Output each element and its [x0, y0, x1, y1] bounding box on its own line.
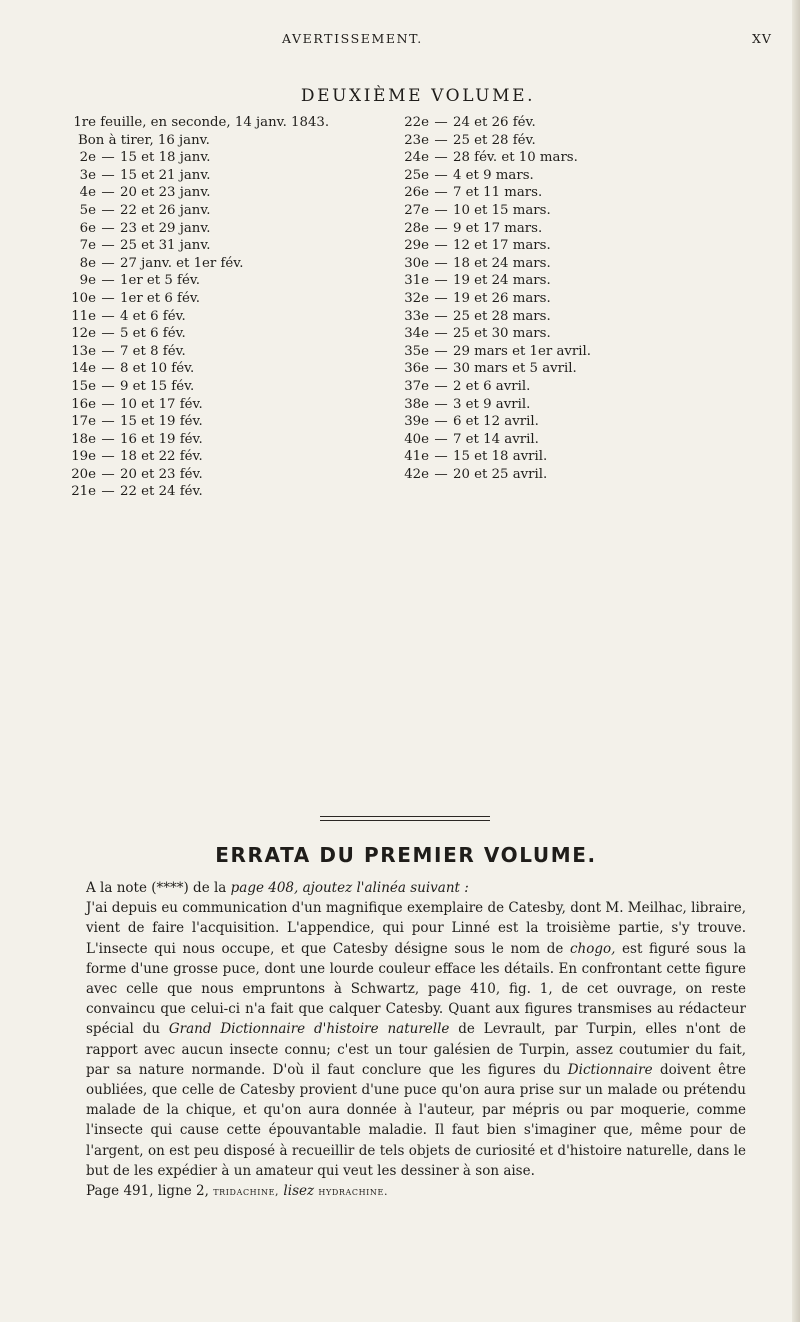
sheet-dash: — — [434, 431, 448, 447]
sheet-dates: 7 et 8 fév. — [120, 343, 186, 359]
sheet-dash: — — [101, 431, 115, 447]
sheet-dates: 23 et 29 janv. — [120, 220, 211, 236]
sheet-number: 5e — [79, 202, 96, 218]
sheet-dash: — — [434, 361, 448, 377]
work-title: Grand Dictionnaire d'histoire naturelle — [168, 1021, 450, 1038]
paragraph-part-1: J'ai depuis eu communication d'un magnifique exemplaire de Catesby, dont M. Meilhac, libraire, vient de faire l'acquisition. L'appendice, qui pour Linné est la troisième partie, s'y trouve. L'insecte qui nous occupe, et que Catesby désigne sous le nom de — [86, 900, 746, 957]
sheet-entry — [58, 483, 340, 501]
sheet-dash: — — [101, 343, 115, 359]
sheet-dates: 9 et 15 fév. — [120, 378, 195, 394]
page-number: XV — [752, 31, 772, 46]
sheet-dash: — — [101, 466, 115, 482]
sheet-dash: — — [101, 150, 115, 166]
sheet-number: 3e — [79, 167, 96, 183]
sheet-dates: 1er et 5 fév. — [120, 273, 200, 289]
term-chogo: chogo, — [569, 940, 616, 957]
sheet-entry — [58, 325, 340, 343]
sheet-entry — [389, 466, 679, 484]
sheet-dash: — — [434, 326, 448, 342]
sheet-entry — [389, 114, 679, 132]
sheet-dates: 28 fév. et 10 mars. — [453, 150, 578, 166]
sheet-dates: 3 et 9 avril. — [453, 396, 531, 412]
sheet-entry — [389, 360, 679, 378]
sheet-number: 7e — [79, 238, 96, 254]
sheet-number: 19e — [71, 449, 96, 465]
sheet-number: 24e — [404, 150, 429, 166]
sheet-number: 20e — [71, 466, 96, 482]
sheet-dates: 15 et 21 janv. — [120, 167, 211, 183]
intro-prefix: A la note (****) de la — [86, 880, 231, 896]
sheet-dates: 25 et 31 janv. — [120, 238, 211, 254]
sheet-dash: — — [101, 290, 115, 306]
sheet-dash: — — [434, 167, 448, 183]
sheet-dates: 19 et 26 mars. — [453, 290, 551, 306]
sheet-dash: — — [101, 273, 115, 289]
sheet-entry — [389, 413, 679, 431]
sheet-entry — [58, 448, 340, 466]
sheet-entry — [58, 184, 340, 202]
correction-right: hydrachine. — [318, 1185, 389, 1199]
sheet-dates: 7 et 14 avril. — [453, 431, 539, 447]
double-rule-divider — [320, 816, 490, 821]
sheet-number: 30e — [404, 255, 429, 271]
sheet-dash: — — [434, 449, 448, 465]
sheet-dates: 4 et 6 fév. — [120, 308, 186, 324]
sheet-entry — [389, 132, 679, 150]
sheet-number: 15e — [71, 378, 96, 394]
sheet-number: 14e — [71, 361, 96, 377]
sheet-dash: — — [434, 273, 448, 289]
sheet-number: 29e — [404, 238, 429, 254]
sheet-dates: 2 et 6 avril. — [453, 378, 531, 394]
sheet-number: 35e — [404, 343, 429, 359]
sheet-dates: 16 et 19 fév. — [120, 431, 203, 447]
sheet-number: 27e — [404, 202, 429, 218]
sheet-entry — [58, 272, 340, 290]
sheet-number: 26e — [404, 185, 429, 201]
sheet-entry — [58, 466, 340, 484]
sheet-entry — [389, 308, 679, 326]
sheet-number: 40e — [404, 431, 429, 447]
sheet-entry — [58, 220, 340, 238]
sheet-dates: 29 mars et 1er avril. — [453, 343, 591, 359]
sheet-number: 21e — [71, 484, 96, 500]
sheet-dates: 7 et 11 mars. — [453, 185, 543, 201]
sheet-entry — [58, 149, 340, 167]
sheet-dates: 18 et 24 mars. — [453, 255, 551, 271]
sheet-entry — [389, 149, 679, 167]
sheet-dates: 22 et 24 fév. — [120, 484, 203, 500]
page-binding-edge — [792, 0, 800, 1322]
errata-intro — [86, 878, 746, 898]
sheet-dash: — — [101, 308, 115, 324]
sheet-number: 31e — [404, 273, 429, 289]
sheet-number: 10e — [71, 290, 96, 306]
sheet-entry — [389, 378, 679, 396]
sheet-dash: — — [434, 202, 448, 218]
paragraph-part-4: doivent être oubliées, que celle de Catesby provient d'une puce qu'on aura prise sur un malade ou prétendu malade de la chique, et qu'on aura donnée à l'auteur, par mépris ou par moquerie, comme l'insecte qui cause cette épouvantable maladie. Il faut bien s'imaginer que, même pour de l'argent, on est peu disposé à recueillir de tels objets de curiosité et d'histoire naturelle, dans le but de les expédier à un amateur qui veut les dessiner à son aise. — [86, 1061, 747, 1179]
sheet-number: 16e — [71, 396, 96, 412]
sheet-dash: — — [434, 414, 448, 430]
sheet-dash: — — [434, 466, 448, 482]
errata-body — [86, 878, 746, 1202]
sheet-dates: 10 et 15 mars. — [453, 202, 551, 218]
sheet-dash: — — [434, 115, 448, 130]
sheet-number: 22e — [404, 115, 429, 130]
sheet-dates: 18 et 22 fév. — [120, 449, 203, 465]
sheet-number: 42e — [404, 466, 429, 482]
sheet-entry — [58, 290, 340, 308]
paragraph-part-2: est figuré sous la forme d'une grosse puce, dont une lourde couleur efface les détails. En confrontant cette figure avec celle que nous empruntons à Schwartz, page 410, fig. 1, de cet ouvrage, on reste convaincu que celui-ci n'a fait que calquer Catesby. Quant aux figures transmises au rédacteur spécial du — [86, 940, 747, 1038]
sheet-entry — [58, 132, 340, 150]
intro-page: page 408, — [230, 880, 299, 896]
section-title: DEUXIÈME VOLUME. — [300, 86, 536, 106]
sheet-dates: 25 et 28 fév. — [453, 132, 536, 148]
errata-correction — [86, 1181, 746, 1202]
sheet-number: 32e — [404, 290, 429, 306]
sheet-number: 33e — [404, 308, 429, 324]
sheet-dates: 15 et 19 fév. — [120, 414, 203, 430]
sheet-number: 39e — [404, 414, 429, 430]
sheet-dates: 15 et 18 avril. — [453, 449, 548, 465]
sheet-entry — [389, 272, 679, 290]
sheet-number: 2e — [79, 150, 96, 166]
sheet-dash: — — [101, 361, 115, 377]
sheet-entry — [389, 448, 679, 466]
sheet-dash: — — [101, 484, 115, 500]
sheet-dash: — — [434, 185, 448, 201]
sheet-dates: 6 et 12 avril. — [453, 414, 539, 430]
sheet-number: 17e — [71, 414, 96, 430]
sheet-number: 34e — [404, 326, 429, 342]
sheet-dates: 12 et 17 mars. — [453, 238, 551, 254]
correction-read: lisez — [279, 1183, 319, 1200]
sheet-dash: — — [434, 255, 448, 271]
sheet-dash: — — [434, 308, 448, 324]
paragraph-part-3: de Levrault, par Turpin, elles n'ont de rapport avec aucun insecte connu; c'est un tour galésien de Turpin, assez coutumier du fait, par sa nature normande. D'où il faut conclure que les figures du — [86, 1021, 746, 1078]
sheet-dates: 25 et 28 mars. — [453, 308, 551, 324]
sheet-dash: — — [101, 326, 115, 342]
errata-paragraph — [86, 898, 746, 1181]
sheet-list-left — [58, 114, 340, 501]
sheet-dash: — — [434, 396, 448, 412]
sheet-dates: 22 et 26 janv. — [120, 202, 211, 218]
sheet-entry — [58, 237, 340, 255]
sheet-number: 41e — [404, 449, 429, 465]
sheet-number: 18e — [71, 431, 96, 447]
sheet-dash: — — [101, 202, 115, 218]
sheet-dash: — — [434, 238, 448, 254]
work-short-title: Dictionnaire — [567, 1061, 653, 1078]
sheet-number: 13e — [71, 343, 96, 359]
sheet-dates: 10 et 17 fév. — [120, 396, 203, 412]
sheet-dash: — — [434, 132, 448, 148]
sheet-dates: 20 et 23 janv. — [120, 185, 211, 201]
sheet-dash: — — [434, 343, 448, 359]
sheet-dash: — — [101, 238, 115, 254]
sheet-dates: 30 mars et 5 avril. — [453, 361, 577, 377]
sheet-entry — [389, 167, 679, 185]
sheet-dash: — — [434, 150, 448, 166]
sheet-dash: — — [101, 220, 115, 236]
sheet-dates: 19 et 24 mars. — [453, 273, 551, 289]
sheet-dates: 24 et 26 fév. — [453, 115, 536, 130]
sheet-number: 37e — [404, 378, 429, 394]
sheet-dates: 20 et 25 avril. — [453, 466, 548, 482]
sheet-dash: — — [101, 396, 115, 412]
sheet-dates: 27 janv. et 1er fév. — [120, 255, 244, 271]
sheet-dash: — — [101, 414, 115, 430]
sheet-dates: 9 et 17 mars. — [453, 220, 543, 236]
correction-prefix: Page 491, ligne 2, — [86, 1183, 214, 1200]
sheet-dates: 25 et 30 mars. — [453, 326, 551, 342]
correction-wrong: tridachine, — [213, 1185, 280, 1199]
sheet-entry — [58, 202, 340, 220]
sheet-dates: feuille, en seconde, 14 janv. 1843. — [100, 115, 330, 130]
sheet-number: 1re — [73, 115, 96, 130]
sheet-number: 25e — [404, 167, 429, 183]
sheet-number: 6e — [79, 220, 96, 236]
sheet-entry — [58, 360, 340, 378]
sheet-entry — [389, 237, 679, 255]
sheet-entry — [58, 343, 340, 361]
sheet-entry — [389, 220, 679, 238]
sheet-number: 36e — [404, 361, 429, 377]
sheet-entry — [58, 167, 340, 185]
errata-title: ERRATA DU PREMIER VOLUME. — [215, 843, 597, 867]
running-title: AVERTISSEMENT. — [282, 31, 423, 46]
sheet-dash: — — [101, 255, 115, 271]
running-head — [0, 31, 800, 51]
sheet-number: 38e — [404, 396, 429, 412]
sheet-list-right — [389, 114, 679, 483]
sheet-entry — [389, 343, 679, 361]
sheet-dates: 1er et 6 fév. — [120, 290, 200, 306]
intro-instruction: ajoutez l'alinéa suivant : — [298, 880, 469, 896]
sheet-dates: 15 et 18 janv. — [120, 150, 211, 166]
sheet-number: 28e — [404, 220, 429, 236]
sheet-dates: 20 et 23 fév. — [120, 466, 203, 482]
sheet-number: 12e — [71, 326, 96, 342]
sheet-dash: — — [434, 220, 448, 236]
sheet-dash: — — [101, 449, 115, 465]
sheet-entry — [58, 308, 340, 326]
sheet-dash: — — [434, 290, 448, 306]
sheet-number: 9e — [79, 273, 96, 289]
sheet-entry — [389, 396, 679, 414]
sheet-entry — [58, 431, 340, 449]
sheet-dates: 8 et 10 fév. — [120, 361, 195, 377]
sheet-entry — [389, 325, 679, 343]
sheet-dash: — — [101, 167, 115, 183]
sheet-dash: — — [434, 378, 448, 394]
sheet-dash: — — [101, 185, 115, 201]
sheet-dates: 5 et 6 fév. — [120, 326, 186, 342]
sheet-entry — [58, 114, 340, 132]
sheet-entry — [58, 255, 340, 273]
sheet-entry — [389, 431, 679, 449]
sheet-entry — [389, 255, 679, 273]
sheet-entry — [389, 202, 679, 220]
sheet-entry — [389, 290, 679, 308]
sheet-dash: — — [101, 378, 115, 394]
sheet-number: 4e — [79, 185, 96, 201]
sheet-entry — [58, 378, 340, 396]
sheet-number: 11e — [71, 308, 96, 324]
sheet-dates: Bon à tirer, 16 janv. — [78, 132, 210, 148]
sheet-number: 23e — [404, 132, 429, 148]
sheet-entry — [389, 184, 679, 202]
sheet-number: 8e — [79, 255, 96, 271]
sheet-entry — [58, 413, 340, 431]
sheet-dates: 4 et 9 mars. — [453, 167, 534, 183]
sheet-entry — [58, 396, 340, 414]
